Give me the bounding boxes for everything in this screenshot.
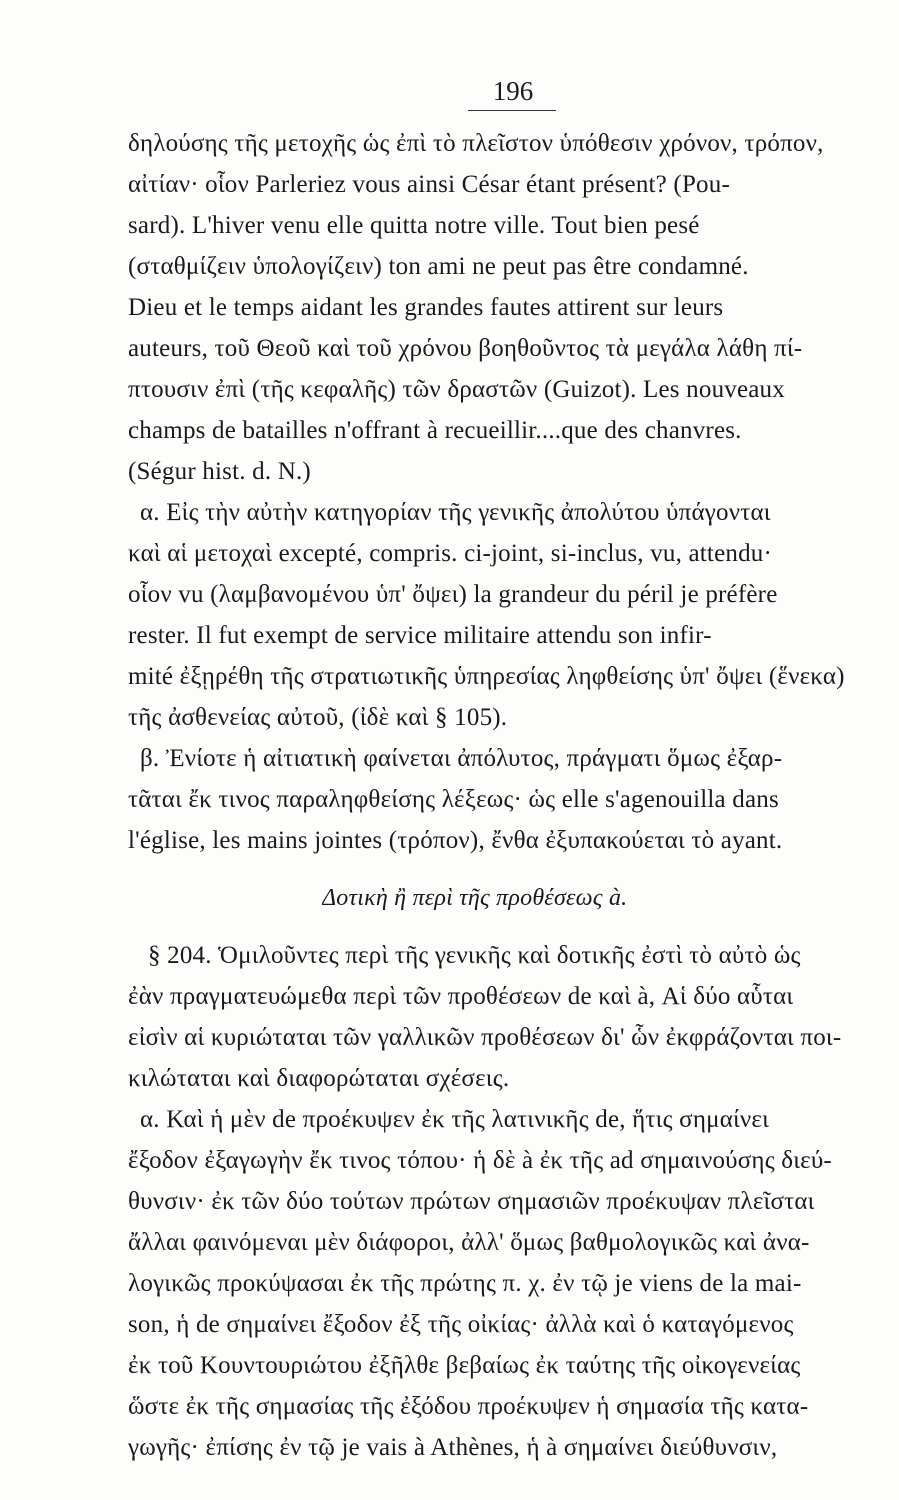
text-line: ἐὰν πραγματευώμεθα περὶ τῶν προθέσεων de καὶ à, Αἱ δύο αὗται [128,983,794,1010]
text-line: γωγῆς· ἐπίσης ἐν τῷ je vais à Athènes, ἡ à σημαίνει διεύθυνσιν, [128,1434,778,1461]
text-line: § 204. Ὁμιλοῦντες περὶ τῆς γενικῆς καὶ δοτικῆς ἐστὶ τὸ αὐτὸ ὡς [148,942,801,969]
text-line: πτουσιν ἐπὶ (τῆς κεφαλῆς) τῶν δραστῶν (Guizot). Les nouveaux [128,376,785,403]
page-number-rule [468,110,556,111]
text-line: β. Ἐνίοτε ἡ αἰτιατικὴ φαίνεται ἀπόλυτος, πράγματι ὅμως ἐξαρ- [140,745,783,772]
text-line: auteurs, τοῦ Θεοῦ καὶ τοῦ χρόνου βοηθοῦντος τὰ μεγάλα λάθη πί- [128,335,803,362]
text-line: εἰσὶν αἱ κυριώταται τῶν γαλλικῶν προθέσεων δι' ὧν ἐκφράζονται ποι- [128,1024,842,1051]
text-line: ἔξοδον ἐξαγωγὴν ἔκ τινος τόπου· ἡ δὲ à ἐκ τῆς ad σημαινούσης διεύ- [128,1147,832,1174]
text-line: τᾶται ἔκ τινος παραληφθείσης λέξεως· ὡς elle s'agenouilla dans [128,786,779,813]
text-line: α. Εἰς τὴν αὐτὴν κατηγορίαν τῆς γενικῆς ἀπολύτου ὑπάγονται [140,499,771,526]
text-line: (σταθμίζειν ὑπολογίζειν) ton ami ne peut pas être condamné. [128,253,749,280]
text-line: αἰτίαν· οἷον Parleriez vous ainsi César étant présent? (Pou- [128,171,730,198]
text-line: ἄλλαι φαινόμεναι μὲν διάφοροι, ἀλλ' ὅμως βαθμολογικῶς καὶ ἀνα- [128,1229,810,1256]
text-line: τῆς ἀσθενείας αὐτοῦ, (ἰδὲ καὶ § 105). [128,704,508,731]
text-line: οἷον vu (λαμβανομένου ὑπ' ὄψει) la grandeur du péril je préfère [128,581,778,608]
text-line: θυνσιν· ἐκ τῶν δύο τούτων πρώτων σημασιῶν προέκυψαν πλεῖσται [128,1188,815,1215]
section-heading: Δοτικὴ ἢ περὶ τῆς προθέσεως à. [322,885,628,911]
text-line: Dieu et le temps aidant les grandes fautes attirent sur leurs [128,294,724,321]
text-line: (Ségur hist. d. N.) [128,458,311,485]
text-line: ὥστε ἐκ τῆς σημασίας τῆς ἐξόδου προέκυψεν ἡ σημασία τῆς κατα- [128,1393,809,1420]
text-line: ἐκ τοῦ Κουντουριώτου ἐξῆλθε βεβαίως ἐκ ταύτης τῆς οἰκογενείας [128,1352,801,1379]
text-line: α. Καὶ ἡ μὲν de προέκυψεν ἐκ τῆς λατινικῆς de, ἥτις σημαίνει [140,1106,770,1133]
text-line: καὶ αἱ μετοχαὶ excepté, compris. ci-joint, si-inclus, vu, attendu· [128,540,772,567]
text-line: δηλούσης τῆς μετοχῆς ὡς ἐπὶ τὸ πλεῖστον ὑπόθεσιν χρόνον, τρόπον, [128,130,824,157]
text-line: κιλώταται καὶ διαφορώταται σχέσεις. [128,1065,510,1092]
text-line: rester. Il fut exempt de service militaire attendu son infir- [128,622,712,649]
page-number: 196 [492,76,534,106]
text-line: champs de batailles n'offrant à recueillir....que des chanvres. [128,417,742,444]
text-line: mité ἐξῃρέθη τῆς στρατιωτικῆς ὑπηρεσίας ληφθείσης ὑπ' ὄψει (ἕνεκα) [128,663,845,690]
text-line: son, ἡ de σημαίνει ἔξοδον ἐξ τῆς οἰκίας· ἀλλὰ καὶ ὁ καταγόμενος [128,1311,794,1338]
text-line: l'église, les mains jointes (τρόπον), ἔνθα ἐξυπακούεται τὸ ayant. [128,827,783,854]
text-line: λογικῶς προκύψασαι ἐκ τῆς πρώτης π. χ. ἐν τῷ je viens de la mai- [128,1270,802,1297]
text-line: sard). L'hiver venu elle quitta notre ville. Tout bien pesé [128,212,700,239]
